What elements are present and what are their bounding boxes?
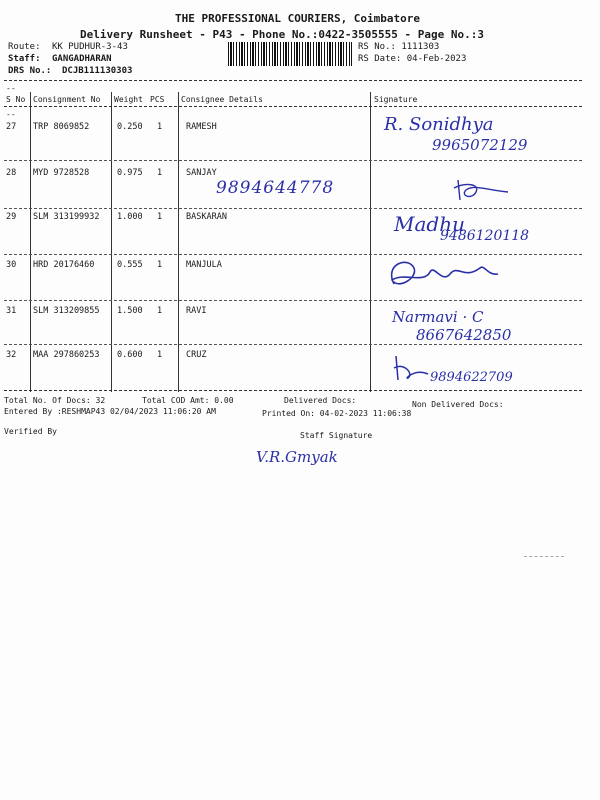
signature-name: Narmavi · C [392, 308, 484, 326]
row-consignee: MANJULA [186, 260, 222, 270]
row-consignee: RAVI [186, 306, 207, 316]
row-pcs: 1 [157, 122, 163, 132]
row-pcs: 1 [157, 306, 163, 316]
row-consignment: HRD 20176460 [33, 260, 95, 270]
col-divider [30, 92, 31, 392]
signature-scribble [384, 254, 504, 296]
row-consignee: RAMESH [186, 122, 217, 132]
row-weight: 0.250 [117, 122, 143, 132]
row-weight: 1.500 [117, 306, 143, 316]
staff-signature: V.R.Gmyak [256, 448, 338, 466]
row-separator [4, 344, 582, 345]
row-consignment: SLM 313209855 [33, 306, 100, 316]
row-consignee: CRUZ [186, 350, 207, 360]
route-value: KK PUDHUR-3-43 [52, 42, 128, 52]
row-sno: 28 [6, 168, 17, 178]
col-divider [111, 92, 112, 392]
total-cod: Total COD Amt: 0.00 [142, 396, 234, 405]
staff-value: GANGADHARAN [52, 54, 112, 64]
staff-signature-label: Staff Signature [300, 431, 373, 440]
dash-marker: -- [6, 110, 16, 119]
col-pcs: PCS [150, 95, 165, 104]
row-sno: 32 [6, 350, 17, 360]
row-pcs: 1 [157, 212, 163, 222]
signature-phone: 9894622709 [430, 370, 513, 385]
route-label: Route: [8, 42, 41, 52]
row-consignment: TRP 8069852 [33, 122, 90, 132]
row-consignment: MAA 297860253 [33, 350, 100, 360]
row-sno: 29 [6, 212, 17, 222]
drs-label: DRS No.: [8, 66, 52, 76]
row-consignee: BASKARAN [186, 212, 227, 222]
drs-value: DCJB111130303 [62, 66, 133, 76]
printed-on: Printed On: 04-02-2023 11:06:38 [262, 409, 412, 418]
signature-name: Madhu [394, 212, 465, 236]
signature-phone: 9486120118 [440, 228, 530, 244]
signature-phone: 9965072129 [432, 136, 528, 154]
staff-label: Staff: [8, 54, 41, 64]
dash-marker: -- [6, 84, 16, 93]
row-separator [4, 160, 582, 161]
rs-number: RS No.: 1111303 [358, 42, 440, 52]
col-consignment: Consignment No [33, 95, 101, 104]
col-weight: Weight [114, 95, 143, 104]
row-weight: 0.975 [117, 168, 143, 178]
row-weight: 0.555 [117, 260, 143, 270]
row-pcs: 1 [157, 168, 163, 178]
signature-name: R. Sonidhya [384, 114, 494, 135]
col-divider [370, 92, 371, 392]
rs-date: RS Date: 04-Feb-2023 [358, 54, 467, 64]
row-sno: 30 [6, 260, 17, 270]
row-separator [4, 208, 582, 209]
separator-bottom [4, 390, 582, 391]
verified-by: Verified By [4, 427, 57, 436]
row-sno: 27 [6, 122, 17, 132]
row-consignee: SANJAY [186, 168, 217, 178]
col-consignee: Consignee Details [181, 95, 263, 104]
signature-scribble [390, 352, 432, 386]
runsheet-title: Delivery Runsheet - P43 - Phone No.:0422-3505555 - Page No.:3 [80, 28, 484, 41]
separator-header [4, 106, 582, 107]
entered-by: Entered By :RESHMAP43 02/04/2023 11:06:20 AM [4, 407, 216, 416]
col-divider [178, 92, 179, 392]
row-pcs: 1 [157, 350, 163, 360]
col-sno: S No [6, 95, 26, 104]
non-delivered-docs: Non Delivered Docs: [412, 400, 504, 409]
delivered-docs: Delivered Docs: [284, 396, 357, 405]
company-title: THE PROFESSIONAL COURIERS, Coimbatore [175, 12, 421, 25]
col-signature: Signature [374, 95, 418, 104]
signature-phone: 8667642850 [416, 326, 512, 344]
row-weight: 0.600 [117, 350, 143, 360]
separator-top [4, 80, 582, 81]
written-phone: 9894644778 [216, 178, 335, 198]
row-separator [4, 300, 582, 301]
row-weight: 1.000 [117, 212, 143, 222]
signature-scribble [446, 176, 516, 206]
row-sno: 31 [6, 306, 17, 316]
row-consignment: MYD 9728528 [33, 168, 90, 178]
barcode [228, 42, 352, 66]
total-docs: Total No. Of Docs: 32 [4, 396, 106, 405]
scan-mark [524, 556, 564, 557]
row-consignment: SLM 313199932 [33, 212, 100, 222]
row-pcs: 1 [157, 260, 163, 270]
